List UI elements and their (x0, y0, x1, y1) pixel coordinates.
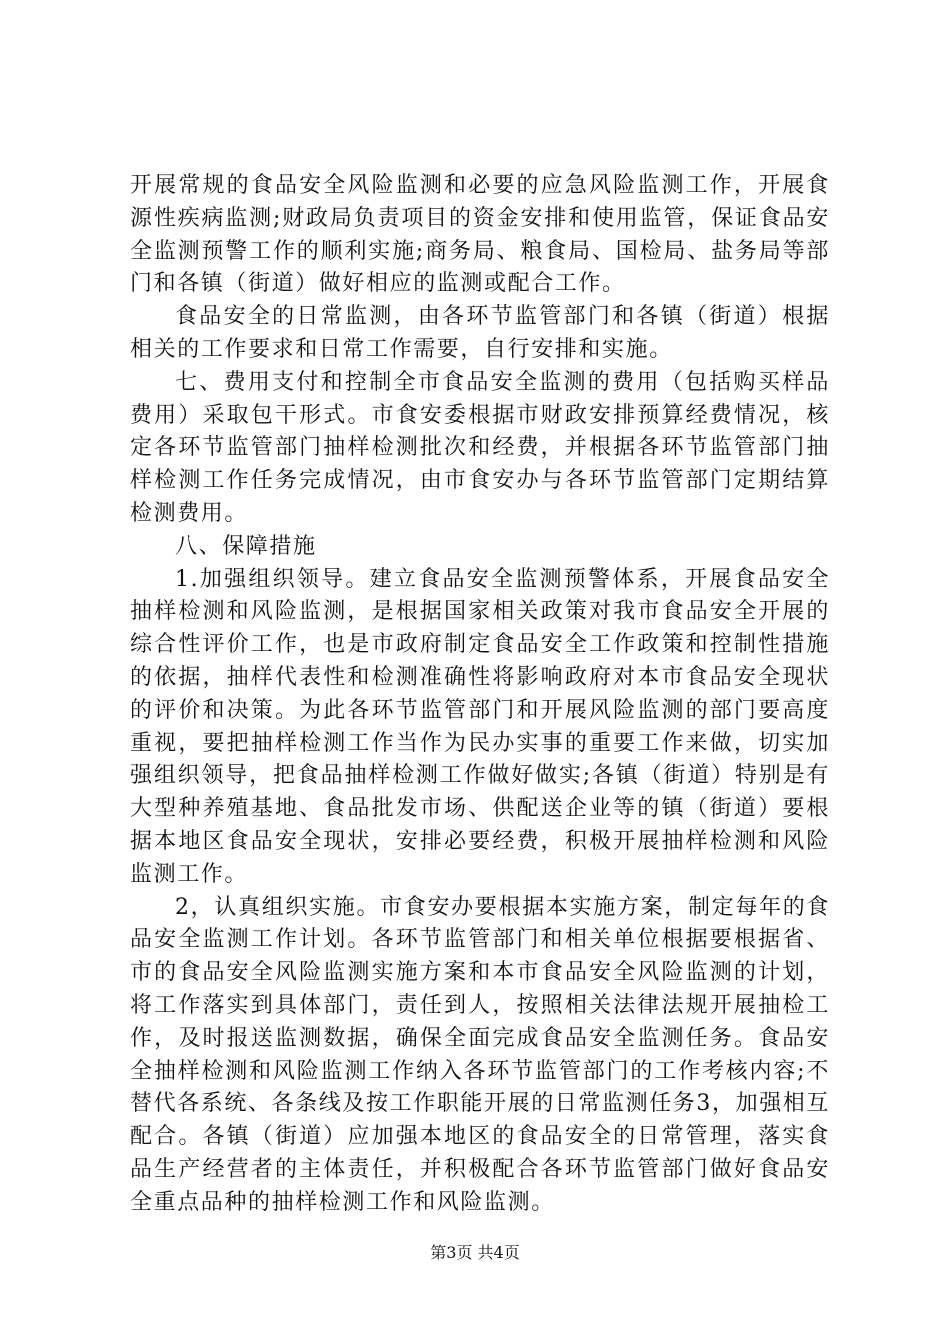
paragraph-2: 食品安全的日常监测，由各环节监管部门和各镇（街道）根据相关的工作要求和日常工作需要，自行安排和实施。 (130, 304, 830, 362)
paragraph-1: 开展常规的食品安全风险监测和必要的应急风险监测工作，开展食源性疾病监测;财政局负责项目的资金安排和使用监管，保证食品安全监测预警工作的顺利实施;商务局、粮食局、国检局、盐务局等部门和各镇（街道）做好相应的监测或配合工作。 (130, 173, 830, 297)
page-number-footer: 第3页 共4页 (430, 1243, 520, 1262)
section-heading-8: 八、保障措施 (175, 533, 317, 559)
document-body (130, 170, 830, 1220)
paragraph-3: 七、费用支付和控制全市食品安全监测的费用（包括购买样品费用）采取包干形式。市食安委根据市财政安排预算经费情况，核定各环节监管部门抽样检测批次和经费，并根据各环节监管部门抽样检测工作任务完成情况，由市食安办与各环节监管部门定期结算检测费用。 (130, 369, 830, 526)
paragraph-4: 1.加强组织领导。建立食品安全监测预警体系，开展食品安全抽样检测和风险监测，是根据国家相关政策对我市食品安全开展的综合性评价工作，也是市政府制定食品安全工作政策和控制性措施的依据，抽样代表性和检测准确性将影响政府对本市食品安全现状的评价和决策。为此各环节监管部门和开展风险监测的部门要高度重视，要把抽样检测工作当作为民办实事的重要工作来做，切实加强组织领导，把食品抽样检测工作做好做实;各镇（街道）特别是有大型种养殖基地、食品批发市场、供配送企业等的镇（街道）要根据本地区食品安全现状，安排必要经费，积极开展抽样检测和风险监测工作。 (130, 566, 830, 887)
paragraph-5: 2，认真组织实施。市食安办要根据本实施方案，制定每年的食品安全监测工作计划。各环节监管部门和相关单位根据要根据省、市的食品安全风险监测实施方案和本市食品安全风险监测的计划，将工作落实到具体部门，责任到人，按照相关法律法规开展抽检工作，及时报送监测数据，确保全面完成食品安全监测任务。食品安全抽样检测和风险监测工作纳入各环节监管部门的工作考核内容;不替代各系统、各条线及按工作职能开展的日常监测任务3，加强相互配合。各镇（街道）应加强本地区的食品安全的日常管理，落实食品生产经营者的主体责任，并积极配合各环节监管部门做好食品安全重点品种的抽样检测工作和风险监测。 (130, 894, 830, 1215)
